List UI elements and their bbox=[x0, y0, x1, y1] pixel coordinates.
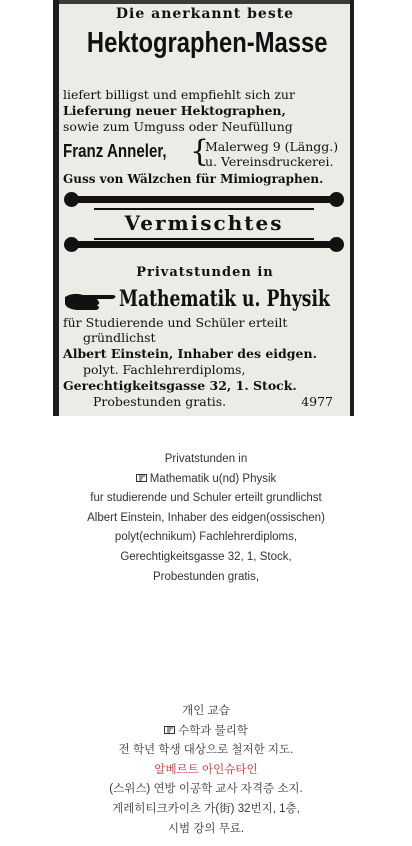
einstein-ad-diploma: polyt. Fachlehrerdiploms, bbox=[83, 362, 246, 377]
ko-line: 개인 교습 bbox=[182, 705, 230, 717]
einstein-ad-subject: Mathematik u. Physik bbox=[119, 286, 330, 312]
company-name: Franz Anneler, bbox=[63, 141, 167, 161]
guss-line: Guss von Wälzchen für Mimiographen. bbox=[63, 172, 324, 186]
ko-line: 전 학년 학생 대상으로 철저한 지도. bbox=[118, 744, 294, 757]
de-line: polyt(echnikum) Fachlehrerdiploms, bbox=[114, 531, 298, 544]
banner-knob bbox=[329, 237, 344, 252]
einstein-ad-address: Gerechtigkeitsgasse 32, 1. Stock. bbox=[63, 378, 297, 393]
de-line: fur studierende und Schuler erteilt grundlichst bbox=[90, 492, 322, 505]
de-line: Probestunden gratis, bbox=[152, 570, 260, 583]
ad-body-line-3: sowie zum Umguss oder Neufüllung bbox=[63, 119, 293, 134]
pointing-hand-icon bbox=[164, 724, 175, 735]
einstein-ad-trial-row bbox=[93, 394, 333, 409]
de-line: Gerechtigkeitsgasse 32, 1, Stock, bbox=[120, 550, 292, 563]
einstein-ad-privat: Privatstunden in bbox=[136, 265, 274, 280]
ko-line-subject: 수학과 물리학 bbox=[0, 722, 412, 742]
section-banner bbox=[64, 196, 344, 248]
pointing-hand-icon bbox=[63, 289, 119, 311]
address-line-1: Malerweg 9 (Längg.) bbox=[205, 139, 339, 154]
banner-rod-top bbox=[72, 196, 336, 203]
german-transcript bbox=[0, 450, 412, 587]
einstein-ad-code: 4977 bbox=[301, 394, 333, 409]
ad-body-line-1: liefert billigst und empfiehlt sich zur bbox=[63, 87, 295, 102]
ko-line: 시범 강의 무료. bbox=[167, 822, 245, 835]
newspaper-clipping bbox=[53, 0, 354, 416]
ko-line-name-highlight: 알베르트 아인슈타인 bbox=[154, 763, 258, 776]
ad-top-line: Die anerkannt beste bbox=[115, 6, 295, 22]
banner-knob bbox=[329, 192, 344, 207]
banner-knob bbox=[64, 192, 79, 207]
einstein-ad-name: Albert Einstein, Inhaber des eidgen. bbox=[63, 346, 317, 361]
einstein-ad-trial: Probestunden gratis. bbox=[93, 394, 227, 409]
ad-body-line-2: Lieferung neuer Hektographen, bbox=[63, 103, 286, 118]
clipping-right-border bbox=[350, 0, 354, 416]
brace-glyph: { bbox=[190, 134, 210, 169]
banner-knob bbox=[64, 237, 79, 252]
einstein-ad-thorough: gründlichst bbox=[83, 330, 156, 345]
de-line-subject: Mathematik u(nd) Physik bbox=[0, 470, 412, 490]
korean-transcript bbox=[0, 702, 412, 839]
address-line-2: u. Vereinsdruckerei. bbox=[205, 154, 334, 169]
de-line: Albert Einstein, Inhaber des eidgen(ossischen) bbox=[87, 511, 325, 524]
ko-line: (스위스) 연방 이공학 교사 자격증 소지. bbox=[109, 783, 303, 796]
clipping-left-border bbox=[53, 0, 59, 416]
banner-title: Vermischtes bbox=[124, 211, 284, 235]
de-line: Privatstunden in bbox=[164, 453, 248, 465]
clipping-top-edge bbox=[53, 0, 354, 4]
pointing-hand-icon bbox=[136, 472, 147, 483]
banner-rod-bottom bbox=[72, 241, 336, 248]
ad-headline: Hektographen-Masse bbox=[86, 27, 328, 59]
einstein-ad-students: für Studierende und Schüler erteilt bbox=[63, 315, 288, 330]
ko-line: 게레히티크카이츠 가(街) 32번지, 1층, bbox=[112, 802, 300, 815]
